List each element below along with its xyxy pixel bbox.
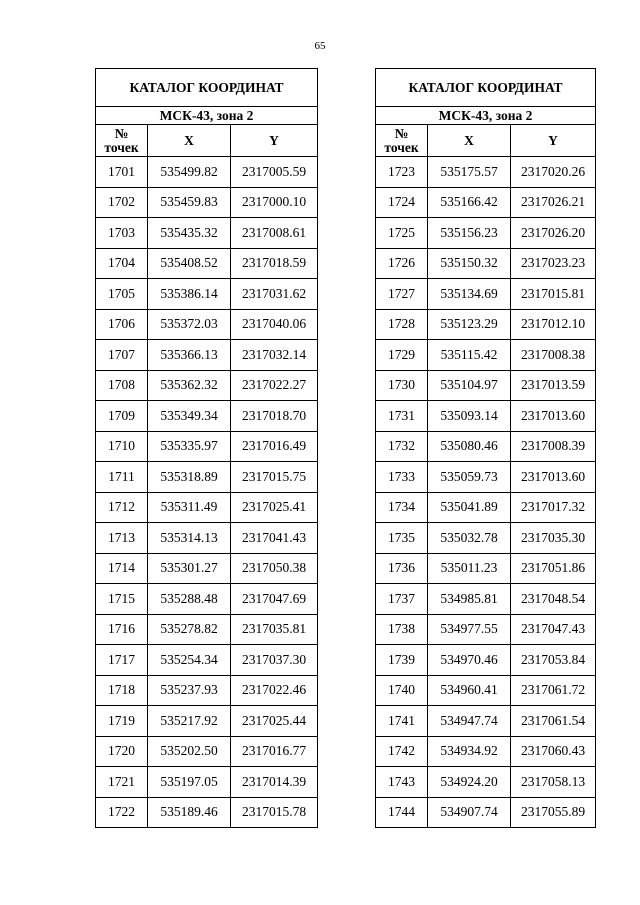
point-number-cell: 1719: [96, 706, 148, 737]
point-number-cell: 1708: [96, 370, 148, 401]
point-number-cell: 1734: [376, 492, 428, 523]
point-number-cell: 1716: [96, 614, 148, 645]
catalog-subtitle: МСК-43, зона 2: [96, 107, 318, 125]
table-row: [96, 614, 318, 645]
table-row: [376, 218, 596, 249]
table-row: [96, 279, 318, 310]
x-coordinate-cell: 534934.92: [428, 736, 511, 767]
x-coordinate-cell: 534985.81: [428, 584, 511, 615]
table-row: [376, 157, 596, 188]
x-coordinate-cell: 535311.49: [148, 492, 231, 523]
x-column-header: X: [428, 125, 511, 157]
point-number-cell: 1731: [376, 401, 428, 432]
y-coordinate-cell: 2317026.20: [511, 218, 596, 249]
table-row: [376, 248, 596, 279]
table-row: [376, 736, 596, 767]
y-coordinate-cell: 2317015.75: [231, 462, 318, 493]
table-row: [96, 401, 318, 432]
x-coordinate-cell: 535459.83: [148, 187, 231, 218]
y-coordinate-cell: 2317005.59: [231, 157, 318, 188]
x-coordinate-cell: 534924.20: [428, 767, 511, 798]
y-coordinate-cell: 2317018.59: [231, 248, 318, 279]
x-coordinate-cell: 535202.50: [148, 736, 231, 767]
catalog-title: КАТАЛОГ КООРДИНАТ: [96, 69, 318, 107]
x-coordinate-cell: 535362.32: [148, 370, 231, 401]
table-row: [96, 797, 318, 828]
table-row: [96, 370, 318, 401]
point-number-cell: 1717: [96, 645, 148, 676]
x-coordinate-cell: 535189.46: [148, 797, 231, 828]
x-coordinate-cell: 535318.89: [148, 462, 231, 493]
point-number-cell: 1730: [376, 370, 428, 401]
y-coordinate-cell: 2317032.14: [231, 340, 318, 371]
table-row: [96, 248, 318, 279]
table-row: [376, 492, 596, 523]
x-coordinate-cell: 535134.69: [428, 279, 511, 310]
point-number-header: № точек: [96, 125, 148, 157]
y-coordinate-cell: 2317031.62: [231, 279, 318, 310]
y-coordinate-cell: 2317015.78: [231, 797, 318, 828]
y-coordinate-cell: 2317018.70: [231, 401, 318, 432]
x-coordinate-cell: 535217.92: [148, 706, 231, 737]
x-coordinate-cell: 535197.05: [148, 767, 231, 798]
table-row: [96, 736, 318, 767]
table-row: [96, 462, 318, 493]
table-row: [376, 645, 596, 676]
x-coordinate-cell: 535335.97: [148, 431, 231, 462]
y-coordinate-cell: 2317035.30: [511, 523, 596, 554]
y-coordinate-cell: 2317037.30: [231, 645, 318, 676]
y-coordinate-cell: 2317053.84: [511, 645, 596, 676]
table-row: [96, 645, 318, 676]
x-coordinate-cell: 535254.34: [148, 645, 231, 676]
table-row: [376, 767, 596, 798]
point-number-cell: 1737: [376, 584, 428, 615]
table-row: [376, 614, 596, 645]
point-number-cell: 1725: [376, 218, 428, 249]
x-coordinate-cell: 535059.73: [428, 462, 511, 493]
x-coordinate-cell: 535032.78: [428, 523, 511, 554]
y-column-header: Y: [511, 125, 596, 157]
table-row: [96, 706, 318, 737]
x-coordinate-cell: 535435.32: [148, 218, 231, 249]
x-coordinate-cell: 535288.48: [148, 584, 231, 615]
y-coordinate-cell: 2317013.59: [511, 370, 596, 401]
y-coordinate-cell: 2317015.81: [511, 279, 596, 310]
y-coordinate-cell: 2317008.38: [511, 340, 596, 371]
y-coordinate-cell: 2317050.38: [231, 553, 318, 584]
table-row: [376, 431, 596, 462]
page-number: 65: [314, 40, 326, 52]
point-number-cell: 1728: [376, 309, 428, 340]
table-row: [376, 340, 596, 371]
y-coordinate-cell: 2317026.21: [511, 187, 596, 218]
x-coordinate-cell: 535080.46: [428, 431, 511, 462]
x-coordinate-cell: 535156.23: [428, 218, 511, 249]
y-coordinate-cell: 2317041.43: [231, 523, 318, 554]
y-coordinate-cell: 2317013.60: [511, 462, 596, 493]
x-coordinate-cell: 535123.29: [428, 309, 511, 340]
table-row: [96, 340, 318, 371]
table-row: [376, 584, 596, 615]
point-number-cell: 1736: [376, 553, 428, 584]
table-row: [96, 523, 318, 554]
table-row: [96, 584, 318, 615]
table-row: [96, 492, 318, 523]
x-coordinate-cell: 534970.46: [428, 645, 511, 676]
y-coordinate-cell: 2317025.41: [231, 492, 318, 523]
point-number-cell: 1740: [376, 675, 428, 706]
x-coordinate-cell: 534907.74: [428, 797, 511, 828]
y-coordinate-cell: 2317016.77: [231, 736, 318, 767]
x-coordinate-cell: 535104.97: [428, 370, 511, 401]
table-row: [96, 675, 318, 706]
y-coordinate-cell: 2317014.39: [231, 767, 318, 798]
y-coordinate-cell: 2317013.60: [511, 401, 596, 432]
catalog-subtitle: МСК-43, зона 2: [376, 107, 596, 125]
table-row: [376, 553, 596, 584]
point-number-cell: 1713: [96, 523, 148, 554]
y-coordinate-cell: 2317023.23: [511, 248, 596, 279]
point-number-cell: 1714: [96, 553, 148, 584]
point-number-cell: 1720: [96, 736, 148, 767]
y-coordinate-cell: 2317047.69: [231, 584, 318, 615]
table-row: [96, 187, 318, 218]
coordinate-catalog-table-left: [95, 68, 318, 828]
point-number-header: № точек: [376, 125, 428, 157]
y-coordinate-cell: 2317040.06: [231, 309, 318, 340]
point-number-cell: 1735: [376, 523, 428, 554]
table-row: [376, 706, 596, 737]
y-coordinate-cell: 2317047.43: [511, 614, 596, 645]
point-number-cell: 1722: [96, 797, 148, 828]
y-coordinate-cell: 2317020.26: [511, 157, 596, 188]
table-row: [96, 309, 318, 340]
table-row: [376, 187, 596, 218]
point-number-cell: 1704: [96, 248, 148, 279]
x-column-header: X: [148, 125, 231, 157]
y-coordinate-cell: 2317017.32: [511, 492, 596, 523]
point-number-cell: 1741: [376, 706, 428, 737]
point-number-cell: 1732: [376, 431, 428, 462]
point-number-cell: 1727: [376, 279, 428, 310]
table-row: [96, 431, 318, 462]
point-number-cell: 1726: [376, 248, 428, 279]
y-coordinate-cell: 2317058.13: [511, 767, 596, 798]
point-number-cell: 1723: [376, 157, 428, 188]
x-coordinate-cell: 535372.03: [148, 309, 231, 340]
catalog-title: КАТАЛОГ КООРДИНАТ: [376, 69, 596, 107]
y-coordinate-cell: 2317008.61: [231, 218, 318, 249]
point-number-cell: 1707: [96, 340, 148, 371]
x-coordinate-cell: 535150.32: [428, 248, 511, 279]
x-coordinate-cell: 535314.13: [148, 523, 231, 554]
point-number-cell: 1733: [376, 462, 428, 493]
point-number-cell: 1718: [96, 675, 148, 706]
table-row: [376, 523, 596, 554]
table-row: [376, 675, 596, 706]
x-coordinate-cell: 535166.42: [428, 187, 511, 218]
point-number-cell: 1701: [96, 157, 148, 188]
x-coordinate-cell: 535237.93: [148, 675, 231, 706]
point-number-cell: 1703: [96, 218, 148, 249]
point-number-cell: 1729: [376, 340, 428, 371]
table-row: [376, 401, 596, 432]
x-coordinate-cell: 535115.42: [428, 340, 511, 371]
table-row: [376, 309, 596, 340]
x-coordinate-cell: 535349.34: [148, 401, 231, 432]
y-coordinate-cell: 2317061.54: [511, 706, 596, 737]
point-number-cell: 1705: [96, 279, 148, 310]
y-coordinate-cell: 2317048.54: [511, 584, 596, 615]
table-row: [376, 279, 596, 310]
x-coordinate-cell: 535093.14: [428, 401, 511, 432]
table-row: [376, 462, 596, 493]
x-coordinate-cell: 535041.89: [428, 492, 511, 523]
y-coordinate-cell: 2317051.86: [511, 553, 596, 584]
y-coordinate-cell: 2317060.43: [511, 736, 596, 767]
x-coordinate-cell: 534947.74: [428, 706, 511, 737]
x-coordinate-cell: 535175.57: [428, 157, 511, 188]
table-row: [96, 767, 318, 798]
x-coordinate-cell: 535011.23: [428, 553, 511, 584]
point-number-cell: 1715: [96, 584, 148, 615]
point-number-cell: 1742: [376, 736, 428, 767]
x-coordinate-cell: 535278.82: [148, 614, 231, 645]
point-number-cell: 1711: [96, 462, 148, 493]
point-number-cell: 1710: [96, 431, 148, 462]
y-coordinate-cell: 2317022.27: [231, 370, 318, 401]
coordinate-catalog-table-right: [375, 68, 596, 828]
point-number-cell: 1709: [96, 401, 148, 432]
y-coordinate-cell: 2317016.49: [231, 431, 318, 462]
y-column-header: Y: [231, 125, 318, 157]
point-number-cell: 1738: [376, 614, 428, 645]
y-coordinate-cell: 2317008.39: [511, 431, 596, 462]
table-row: [96, 553, 318, 584]
y-coordinate-cell: 2317022.46: [231, 675, 318, 706]
point-number-cell: 1743: [376, 767, 428, 798]
x-coordinate-cell: 534960.41: [428, 675, 511, 706]
x-coordinate-cell: 535499.82: [148, 157, 231, 188]
point-number-cell: 1724: [376, 187, 428, 218]
x-coordinate-cell: 535366.13: [148, 340, 231, 371]
y-coordinate-cell: 2317025.44: [231, 706, 318, 737]
table-row: [96, 218, 318, 249]
y-coordinate-cell: 2317000.10: [231, 187, 318, 218]
y-coordinate-cell: 2317012.10: [511, 309, 596, 340]
table-row: [376, 797, 596, 828]
point-number-cell: 1739: [376, 645, 428, 676]
y-coordinate-cell: 2317035.81: [231, 614, 318, 645]
point-number-cell: 1706: [96, 309, 148, 340]
table-row: [96, 157, 318, 188]
table-row: [376, 370, 596, 401]
point-number-cell: 1712: [96, 492, 148, 523]
y-coordinate-cell: 2317061.72: [511, 675, 596, 706]
x-coordinate-cell: 535301.27: [148, 553, 231, 584]
point-number-cell: 1744: [376, 797, 428, 828]
point-number-cell: 1702: [96, 187, 148, 218]
y-coordinate-cell: 2317055.89: [511, 797, 596, 828]
x-coordinate-cell: 534977.55: [428, 614, 511, 645]
x-coordinate-cell: 535386.14: [148, 279, 231, 310]
point-number-cell: 1721: [96, 767, 148, 798]
x-coordinate-cell: 535408.52: [148, 248, 231, 279]
